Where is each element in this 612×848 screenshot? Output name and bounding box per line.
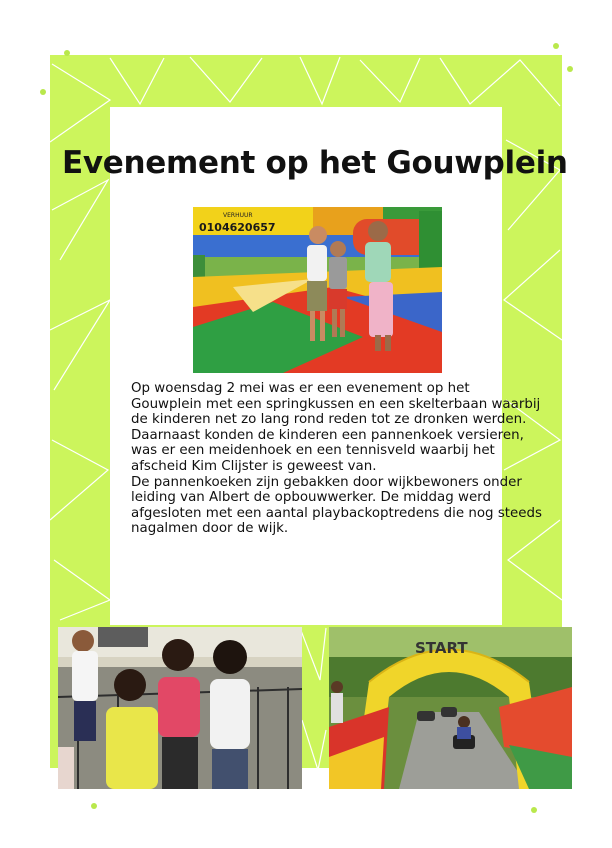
decorative-dot	[531, 807, 537, 813]
decorative-dot	[553, 43, 559, 49]
banner-phone: 0104620657	[199, 221, 276, 234]
photo-kart-track	[329, 627, 572, 789]
start-arch-text: START	[415, 639, 468, 657]
article-paragraph: De pannenkoeken zijn gebakken door wijkbewoners onder leiding van Albert de opbouwwerker. De middag werd afgesloten met een aantal playbackoptredens die nog steeds nagalmen door de wijk.	[131, 474, 542, 537]
article-body	[131, 381, 543, 537]
photo-girls-face-painting	[58, 627, 302, 789]
banner-text: VERHUUR	[223, 212, 253, 219]
decorative-dot	[64, 50, 70, 56]
page-title: Evenement op het Gouwplein	[62, 145, 568, 181]
article-paragraph: Op woensdag 2 mei was er een evenement op het Gouwplein met een springkussen en een skelterbaan waarbij de kinderen net zo lang rond reden tot ze dronken werden. Daarnaast konden de kinderen een pannenkoek versieren, was er een meidenhoek en een tennisveld waarbij het afscheid Kim Clijster is geweest van.	[131, 381, 541, 474]
decorative-dot	[40, 89, 46, 95]
decorative-dot	[91, 803, 97, 809]
photo-bouncy-castle	[193, 207, 442, 373]
decorative-dot	[567, 66, 573, 72]
